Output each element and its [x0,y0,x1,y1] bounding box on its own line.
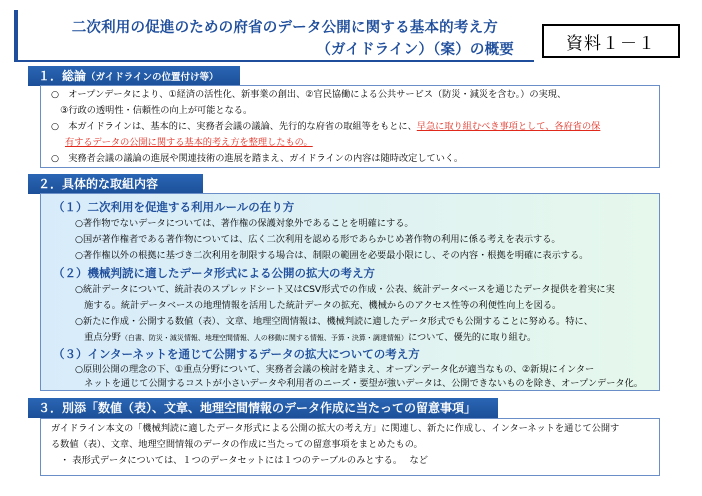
section2-sub3-line-1: ○原則公開の理念の下、①重点分野について、実務者会議の検討を踏まえ、オープンデータ化が適当なもの、②新規にインター [75,364,595,375]
section2-sub3-line-2: ネットを通じて公開するコストが小さいデータや利用者のニーズ・要望が強いデータは、公開できないものを除き、オープンデータ化。 [75,378,643,389]
section3-box [40,418,660,476]
section1-heading [28,66,240,86]
section1-line-1: ○ オープンデータにより、①経済の活性化、新事業の創出、②官民協働による公共サービス（防災・減災を含む。）の実現、 [51,89,567,100]
section1-heading-main: １．総論 [38,69,87,83]
section2-sub2-title: （２）機械判読に適したデータ形式による公開の拡大の考え方 [53,266,375,280]
section3-heading: ３．別添「数値（表）、文章、地理空間情報のデータ作成に当たっての留意事項」 [28,398,498,418]
section2-box [40,193,660,391]
section2-sub2-line-1: ○統計データについて、統計表のスプレッドシート又はCSV形式での作成・公表、統計データベースを通じたデータ提供を着実に実 [75,284,615,295]
section3-line-1: ガイドライン本文の「機械判読に適したデータ形式による公開の拡大の考え方」に関連し、新たに作成し、インターネットを通じて公開す [51,423,620,434]
section1-line-3-text: ○ 本ガイドラインは、基本的に、実務者会議の議論、先行的な府省の取組等をもとに、 [51,121,417,132]
section1-line-3-highlight: 早急に取り組むべき事項として、各府省の保 [416,121,601,132]
section1-line-2: ③行政の透明性・信頼性の向上が可能となる。 [51,105,253,116]
section2-sub2-line-4 [75,332,536,344]
section1-line-4-highlight: 有するデータの公開に関する基本的考え方を整理したもの。 [65,137,313,148]
section2-sub2-line-3: ○新たに作成・公開する数値（表）、文章、地理空間情報は、機械判読に適したデータ形式でも公開することに努める。特に、 [75,316,593,327]
title-block [14,10,534,62]
section1-line-4 [65,137,313,149]
section3-line-3: ・ 表形式データについては、１つのデータセットには１つのテーブルのみとする。 など [51,455,428,466]
section2-sub2-line-4-small: （白書、防災・減災情報、地理空間情報、人の移動に関する情報、予算・決算・調達情報） [120,334,408,342]
section2-sub3-title: （３）インターネットを通じて公開するデータの拡大についての考え方 [53,347,420,361]
section2-sub2-line-4-pre: 重点分野 [75,332,121,343]
document-id-label: 資料１－１ [542,24,680,58]
section2-sub1-line-2: ○国が著作権者である著作物については、広く二次利用を認める形であらかじめ著作物の利用に係る考えを表示する。 [75,234,561,245]
section2-sub1-line-1: ○著作物でないデータについては、著作権の保護対象外であることを明確にする。 [75,218,414,229]
page-title-line2: （ガイドライン）（案）の概要 [316,42,514,58]
section2-sub2-line-4-post: について、優先的に取り組む。 [407,332,537,343]
section3-line-2: る数値（表）、文章、地理空間情報のデータの作成に当たっての留意事項をまとめたもの。 [51,439,423,450]
section2-sub2-line-2: 施する。統計データベースの地理情報を活用した統計データの拡充、機械からのアクセス性等の利便性向上を図る。 [75,300,562,311]
section1-line-5: ○ 実務者会議の議論の進展や関連技術の進展を踏まえ、ガイドラインの内容は随時改定していく。 [51,153,464,164]
section1-line-3 [51,121,600,133]
section2-heading: ２．具体的な取組内容 [28,174,203,194]
section2-sub1-line-3: ○著作権以外の根拠に基づき二次利用を制限する場合は、制限の範囲を必要最小限にし、その内容・根拠を明確に表示する。 [75,250,589,261]
section2-sub1-title: （１）二次利用を促進する利用ルールの在り方 [53,200,295,214]
section1-box [40,85,660,168]
section1-heading-sub: （ガイドラインの位置付け等） [86,72,219,83]
page-title-line1: 二次利用の促進のための府省のデータ公開に関する基本的考え方 [71,20,498,36]
